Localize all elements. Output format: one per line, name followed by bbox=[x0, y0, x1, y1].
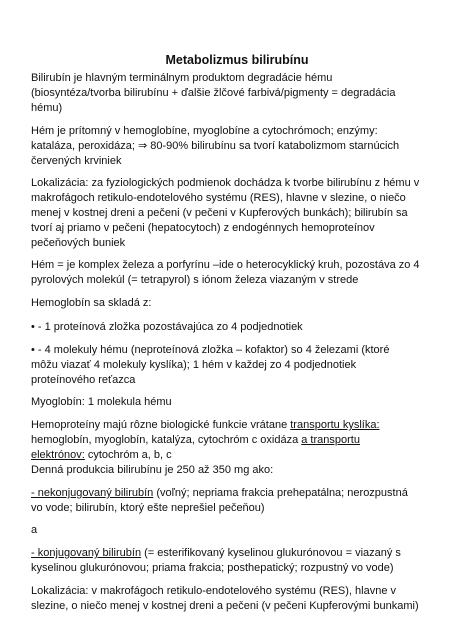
text-line: Myoglobín: 1 molekula hému bbox=[31, 396, 172, 408]
page-title: Metabolizmus bilirubínu bbox=[165, 53, 309, 67]
paragraph-conjugated bbox=[31, 546, 451, 576]
text-span: cytochróm a, b, c bbox=[84, 449, 172, 461]
text-line: Hém je prítomný v hemoglobíne, myoglobíne a cytochrómoch; enzýmy: bbox=[31, 125, 378, 137]
text-line: a bbox=[31, 524, 38, 536]
text-line: Denná produkcia bilirubínu je 250 až 350 mg ako: bbox=[31, 464, 274, 476]
text-line: môžu viazať 4 molekuly kyslíka); 1 hém v každej zo 4 podjednotiek bbox=[31, 359, 357, 371]
paragraph-hemoproteins bbox=[31, 418, 451, 463]
text-line: (biosyntéza/tvorba bilirubínu + ďalšie žlčové farbivá/pigmenty = degradácia bbox=[31, 87, 396, 99]
text-line bbox=[31, 433, 451, 448]
text-line bbox=[31, 418, 451, 433]
text-line: menej v kostnej dreni a pečeni (v pečeni v Kupferových bunkách); bilirubín sa bbox=[31, 207, 408, 219]
underlined-text: a transportu bbox=[301, 434, 360, 446]
paragraph-intro bbox=[31, 71, 451, 116]
underlined-text: elektrónov: bbox=[31, 449, 85, 461]
underlined-text: - nekonjugovaný bilirubín bbox=[31, 487, 154, 499]
text-line: Hém = je komplex železa a porfyrínu –ide o heterocyklický kruh, pozostáva zo 4 bbox=[31, 259, 420, 271]
text-line bbox=[31, 486, 451, 501]
paragraph-heme-presence bbox=[31, 124, 451, 169]
text-line: hému) bbox=[31, 102, 63, 114]
paragraph-myoglobin bbox=[31, 395, 451, 410]
bullet-protein bbox=[31, 320, 451, 335]
underlined-text: transportu kyslíka: bbox=[290, 419, 380, 431]
text-line: • - 4 molekuly hému (neproteínová zložka – kofaktor) so 4 železami (ktoré bbox=[31, 344, 390, 356]
text-line: proteínového reťazca bbox=[31, 374, 136, 386]
text-line bbox=[31, 448, 451, 463]
text-line: pečeňových buniek bbox=[31, 237, 126, 249]
text-line bbox=[31, 546, 451, 561]
text-span: (= esterifikovaný kyselinou glukurónovou = viazaný s bbox=[141, 547, 401, 559]
text-line: Hemoglobín sa skladá z: bbox=[31, 297, 152, 309]
paragraph-conjunction bbox=[31, 523, 451, 538]
text-line: Lokalizácia: za fyziologických podmienok dochádza k tvorbe bilirubínu z hému v bbox=[31, 177, 420, 189]
paragraph-localization bbox=[31, 176, 451, 251]
text-span: hemoglobín, myoglobín, katalýza, cytochróm c oxidáza bbox=[31, 434, 302, 446]
text-line: Lokalizácia: v makrofágoch retikulo-endotelového systému (RES), hlavne v bbox=[31, 585, 397, 597]
text-line: • - 1 proteínová zložka pozostávajúca zo 4 podjednotiek bbox=[31, 321, 303, 333]
text-line: červených krviniek bbox=[31, 155, 122, 167]
text-span: (voľný; nepriama frakcia prehepatálna; nerozpustná bbox=[153, 487, 408, 499]
text-line: kataláza, peroxidáza; ⇒ 80-90% bilirubínu sa tvorí katabolizmom starnúcich bbox=[31, 140, 400, 152]
paragraph-hemoglobin-heading bbox=[31, 296, 451, 311]
paragraph-unconjugated bbox=[31, 486, 451, 516]
underlined-text: - konjugovaný bilirubín bbox=[31, 547, 142, 559]
text-line: vo vode; bilirubín, ktorý ešte neprešiel pečeňou) bbox=[31, 502, 265, 514]
bullet-heme-molecules bbox=[31, 343, 451, 388]
paragraph-localization-2 bbox=[31, 584, 451, 614]
text-line: makrofágoch retikulo-endotelového systému (RES), hlavne v slezine, o niečo bbox=[31, 192, 406, 204]
text-line: Bilirubín je hlavným terminálnym produktom degradácie hému bbox=[31, 72, 333, 84]
paragraph-heme-definition bbox=[31, 258, 451, 288]
text-line: tvorí aj priamo v pečeni (hepatocytoch) z endogénnych hemoproteínov bbox=[31, 222, 375, 234]
text-line: kyselinou glukurónovou; priama frakcia; posthepatický; rozpustný vo vode) bbox=[31, 562, 394, 574]
text-span: Hemoproteíny majú rôzne biologické funkcie vrátane bbox=[31, 419, 291, 431]
text-line: pyrolových molekúl (= tetrapyrol) s iónom železa viazaným v strede bbox=[31, 274, 359, 286]
text-line: slezine, o niečo menej v kostnej dreni a pečeni (v pečeni Kupferovými bunkami) bbox=[31, 600, 419, 612]
paragraph-daily-production bbox=[31, 463, 451, 478]
